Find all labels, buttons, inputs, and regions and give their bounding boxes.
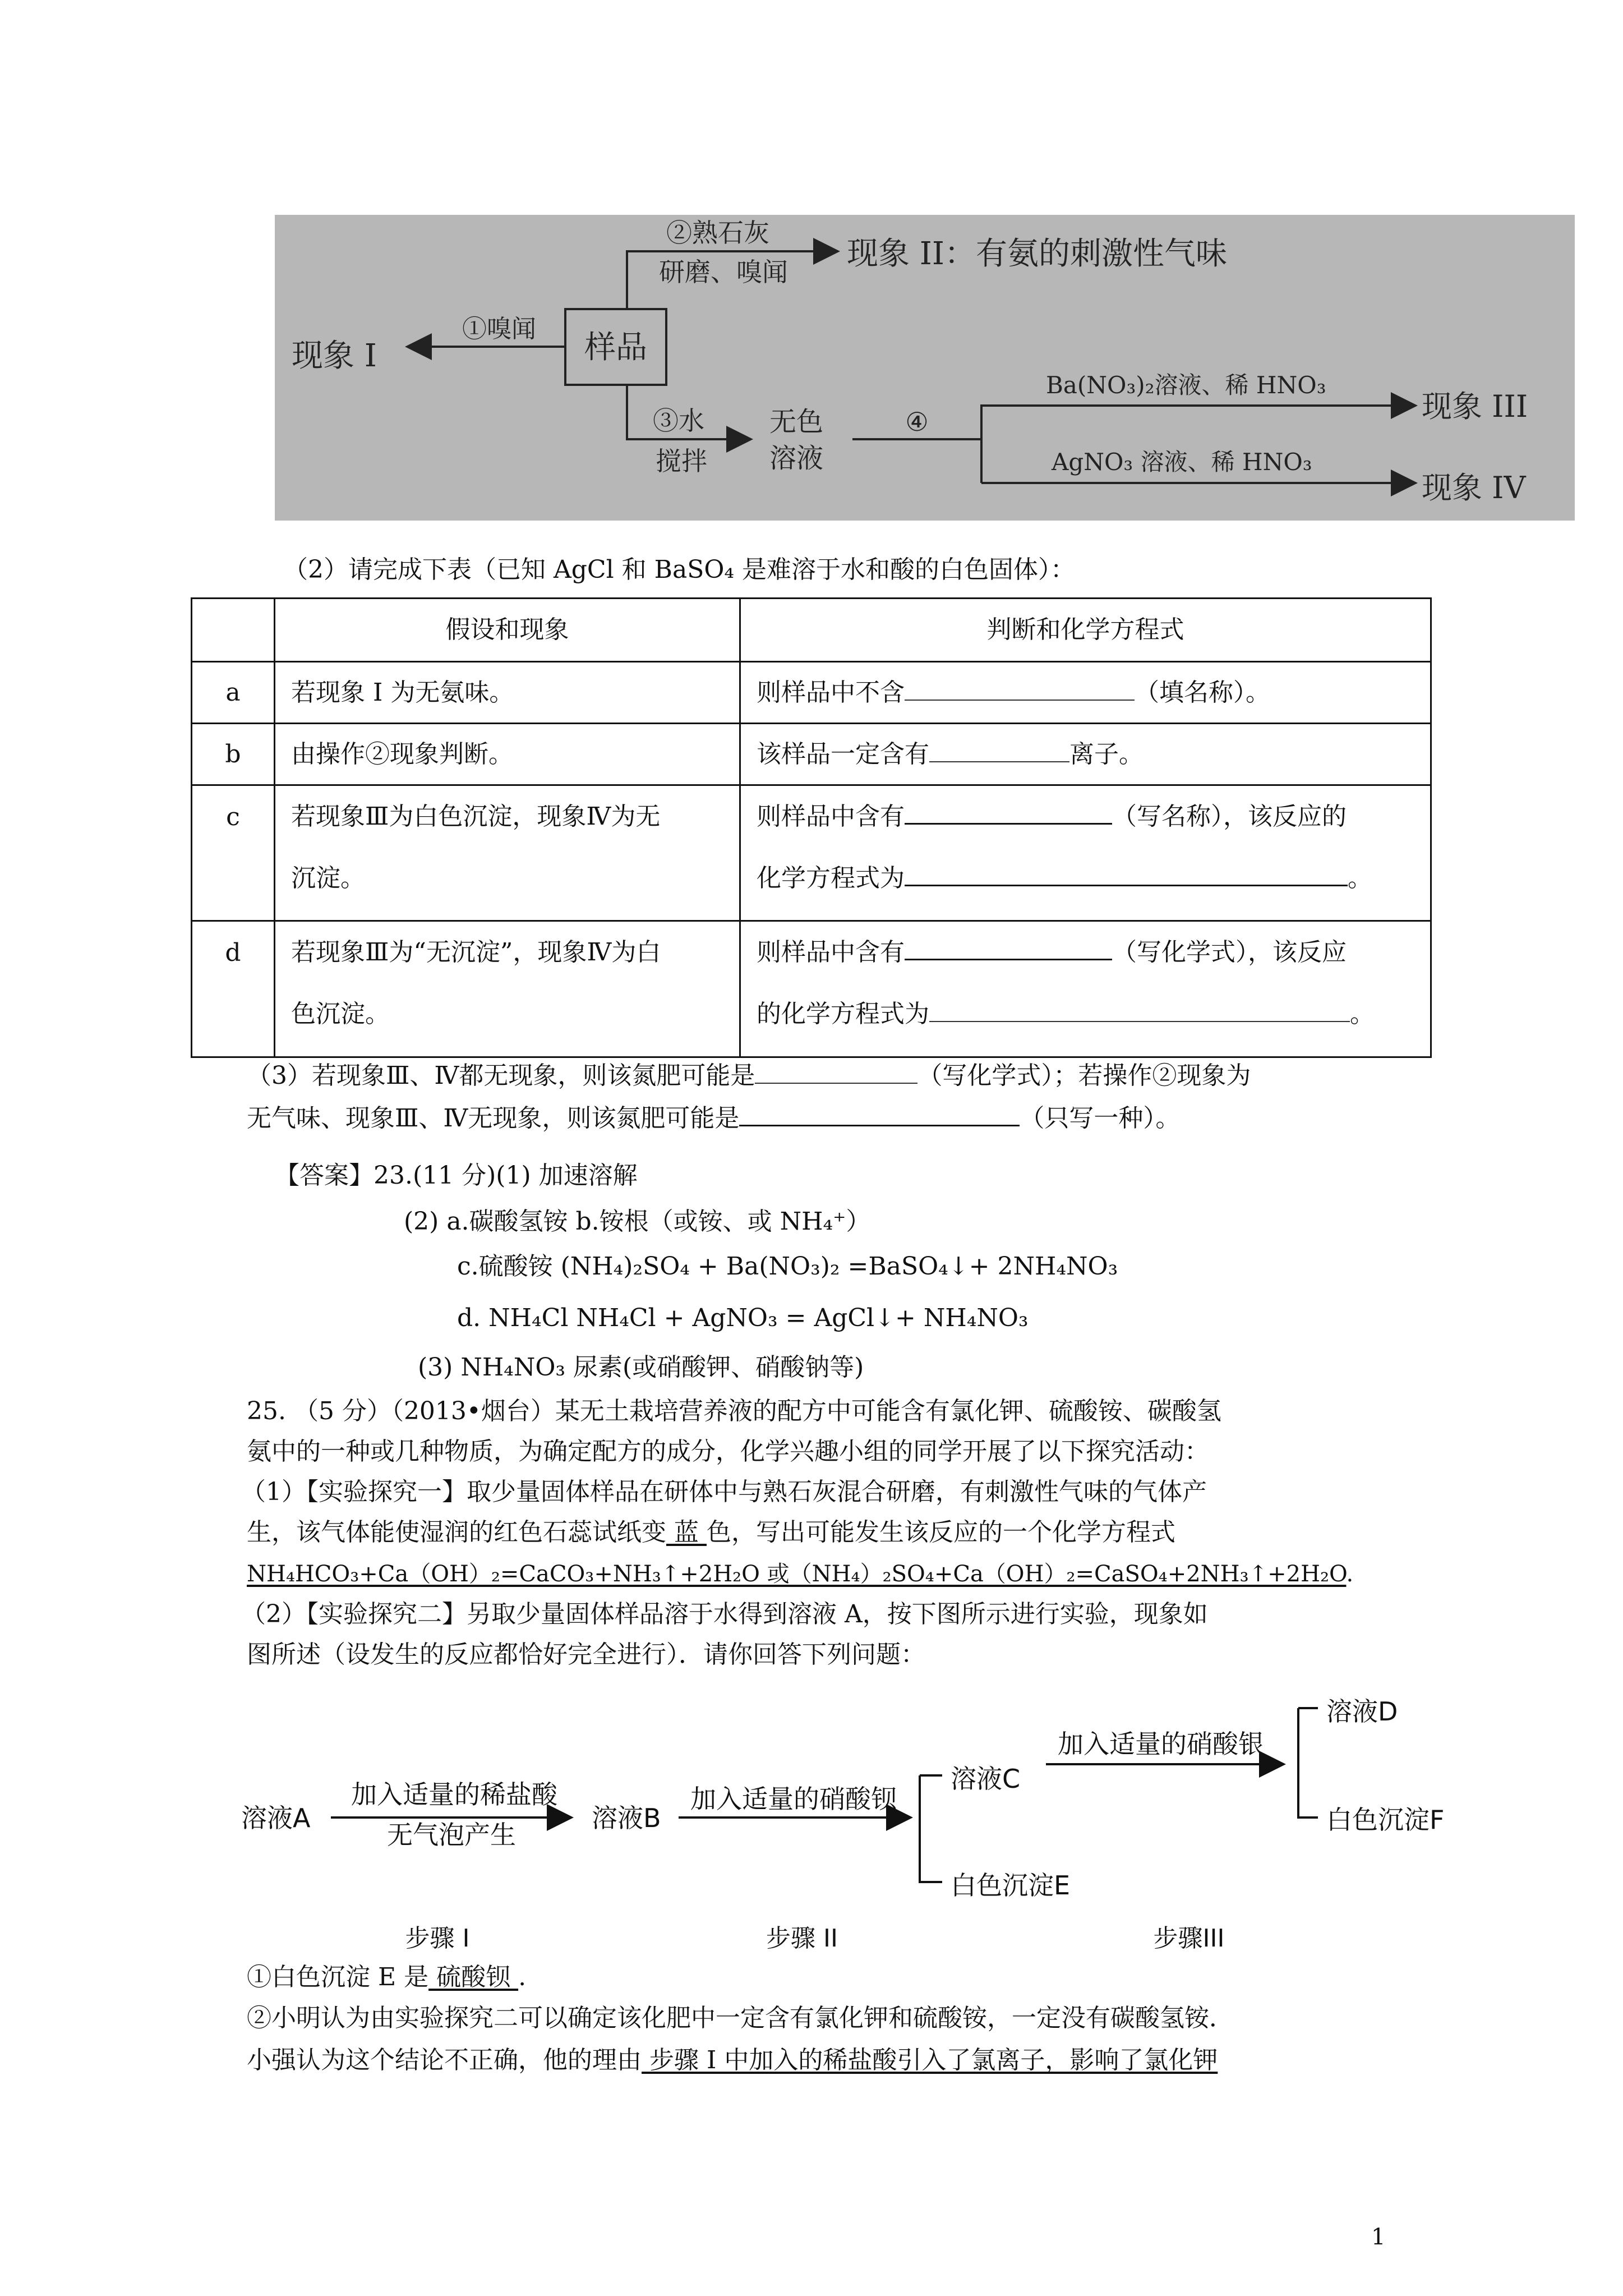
question25-sub2-cont — [247, 2045, 1218, 2076]
step2-top: ②熟石灰 — [666, 218, 769, 248]
hypothesis-cell: 若现象 I 为无氨味。 — [275, 662, 740, 724]
hypothesis-text: 色沉淀。 — [291, 1000, 390, 1028]
answer-line: d. NH₄Cl NH₄Cl + AgNO₃ = AgCl↓+ NH₄NO₃ — [457, 1304, 1029, 1332]
hypothesis-text: 若现象Ⅲ为“无沉淀”，现象Ⅳ为白 — [291, 938, 661, 967]
hypothesis-cell: 由操作②现象判断。 — [275, 724, 740, 785]
phenomenon4-label: 现象 IV — [1422, 470, 1526, 505]
row-label: d — [192, 921, 275, 1057]
hypothesis-text: 若现象Ⅲ为白色沉淀，现象Ⅳ为无 — [291, 802, 661, 831]
answer-blank[interactable] — [905, 936, 1112, 960]
solution-bottom: 溶液 — [769, 443, 824, 474]
question-text: . — [1346, 1561, 1354, 1587]
answer-filled: 蓝 — [666, 1518, 707, 1547]
question25-line — [247, 1517, 1175, 1548]
solution-d-label: 溶液D — [1326, 1696, 1398, 1727]
answer-blank[interactable] — [905, 800, 1112, 825]
step2-caption: 步骤 II — [766, 1924, 838, 1953]
answer-blank[interactable] — [929, 999, 1350, 1022]
judgement-cell — [740, 785, 1431, 921]
branch-line-2 — [920, 1775, 942, 1882]
question-text: 无气味、现象Ⅲ、Ⅳ无现象，则该氮肥可能是 — [247, 1104, 740, 1133]
sample-label: 样品 — [584, 329, 647, 366]
question25-sub1 — [247, 1962, 526, 1993]
answer-blank[interactable] — [905, 862, 1348, 886]
judgement-text: 该样品一定含有 — [757, 739, 929, 769]
arrow2-top-label: 加入适量的硝酸钡 — [690, 1784, 897, 1814]
answer-filled: 硫酸钡 — [428, 1963, 519, 1991]
table-row — [192, 724, 1431, 785]
step1-label: ①嗅闻 — [462, 315, 536, 343]
experiment-photo-diagram — [275, 215, 1575, 521]
question-text: 小强认为这个结论不正确，他的理由 — [247, 2046, 642, 2074]
judgement-text: 化学方程式为 — [757, 864, 905, 892]
answer-filled: 步骤 I 中加入的稀盐酸引入了氯离子，影响了氯化钾 — [642, 2046, 1218, 2074]
answer-blank[interactable] — [929, 739, 1069, 762]
hypothesis-table — [191, 597, 1432, 1056]
question25-line: （1）【实验探究一】取少量固体样品在研体中与熟石灰混合研磨，有刺激性气味的气体产 — [241, 1478, 1207, 1506]
hypothesis-cell — [275, 785, 740, 921]
row-label: a — [192, 662, 275, 724]
judgement-text: 的化学方程式为 — [757, 1000, 929, 1028]
judgement-text: 。 — [1350, 1000, 1375, 1028]
answer-blank[interactable] — [905, 677, 1135, 701]
phenomenon3-label: 现象 III — [1422, 389, 1528, 424]
question25-line: 图所述（设发生的反应都恰好完全进行）．请你回答下列问题： — [247, 1640, 925, 1669]
solution-b-label: 溶液B — [592, 1803, 661, 1833]
judgement-cell — [740, 662, 1431, 724]
step4-label: ④ — [905, 407, 929, 437]
answer-blank[interactable] — [739, 1102, 1020, 1126]
solution-c-label: 溶液C — [951, 1764, 1021, 1794]
answer-heading: 【答案】23.(11 分)(1) 加速溶解 — [275, 1161, 638, 1190]
question25-equation — [247, 1558, 1353, 1590]
question3-line2 — [247, 1102, 1180, 1134]
judgement-text: 离子。 — [1069, 739, 1144, 769]
precipitate-e-label: 白色沉淀E — [951, 1870, 1071, 1901]
precipitate-f-label: 白色沉淀F — [1326, 1805, 1445, 1835]
judgement-cell — [740, 724, 1431, 785]
table-header-row — [192, 599, 1431, 662]
reagent4-label: AgNO₃ 溶液、稀 HNO₃ — [1052, 448, 1312, 476]
judgement-text: （写名称），该反应的 — [1112, 802, 1347, 831]
step3-top: ③水 — [653, 406, 704, 436]
question2-intro: （2）请完成下表（已知 AgCl 和 BaSO₄ 是难溶于水和酸的白色固体）： — [283, 555, 1076, 584]
judgement-text: （写化学式），该反应 — [1112, 938, 1347, 967]
experiment-flow-diagram — [241, 1691, 1503, 1955]
table-row — [192, 921, 1431, 1057]
phenomenon2-label: 现象 II：有氨的刺激性气味 — [847, 236, 1228, 272]
answer-filled: NH₄HCO₃+Ca（OH）₂=CaCO₃+NH₃↑+2H₂O 或（NH₄）₂SO₄+Ca（OH）₂=CaSO₄+2NH₃↑+2H₂O — [247, 1561, 1347, 1587]
table-header: 判断和化学方程式 — [740, 599, 1431, 662]
reagent3-label: Ba(NO₃)₂溶液、稀 HNO₃ — [1046, 371, 1326, 399]
hypothesis-text: 沉淀。 — [291, 864, 365, 892]
judgement-cell — [740, 921, 1431, 1057]
question-text: （只写一种）。 — [1020, 1104, 1181, 1133]
judgement-text: （填名称）。 — [1135, 678, 1270, 707]
row-label: b — [192, 724, 275, 785]
question25-line: 氨中的一种或几种物质，为确定配方的成分，化学兴趣小组的同学开展了以下探究活动： — [247, 1437, 1209, 1466]
judgement-text: 。 — [1348, 864, 1372, 892]
arrow1-bottom-label: 无气泡产生 — [387, 1820, 516, 1850]
question-text: 生，该气体能使湿润的红色石蕊试纸变 — [247, 1518, 666, 1547]
judgement-text: 则样品中含有 — [757, 802, 905, 831]
branch-line-3 — [1298, 1708, 1318, 1818]
page-number: 1 — [1371, 2224, 1386, 2250]
answer-line: (3) NH₄NO₃ 尿素(或硝酸钾、硝酸钠等) — [418, 1353, 864, 1382]
question25-line: 25. （5 分）（2013•烟台）某无土栽培营养液的配方中可能含有氯化钾、硫酸铵、碳酸氢 — [247, 1397, 1221, 1425]
question25-sub2: ②小明认为由实验探究二可以确定该化肥中一定含有氯化钾和硫酸铵，一定没有碳酸氢铵． — [247, 2004, 1234, 2032]
table-header — [192, 599, 275, 662]
table-row — [192, 662, 1431, 724]
solution-a-label: 溶液A — [241, 1803, 311, 1833]
judgement-text: 则样品中不含 — [757, 678, 905, 707]
phenomenon1-label: 现象 I — [292, 338, 377, 374]
row-label: c — [192, 785, 275, 921]
judgement-text: 则样品中含有 — [757, 938, 905, 967]
question-text: ①白色沉淀 E 是 — [247, 1963, 429, 1991]
question25-line: （2）【实验探究二】另取少量固体样品溶于水得到溶液 A，按下图所示进行实验，现象如 — [241, 1600, 1208, 1628]
answer-line: (2) a.碳酸氢铵 b.铵根（或铵、或 NH₄⁺） — [404, 1207, 871, 1236]
step1-caption: 步骤 I — [405, 1924, 470, 1953]
arrow3-top-label: 加入适量的硝酸银 — [1058, 1729, 1264, 1759]
question-text: （3）若现象Ⅲ、Ⅳ都无现象，则该氮肥可能是 — [247, 1061, 755, 1090]
question-text: （写化学式）；若操作②现象为 — [917, 1061, 1251, 1090]
solution-top: 无色 — [769, 406, 824, 438]
answer-line: c.硫酸铵 (NH₄)₂SO₄ + Ba(NO₃)₂ =BaSO₄↓+ 2NH₄NO₃ — [457, 1252, 1118, 1281]
question-text: . — [518, 1963, 527, 1991]
question-text: 色，写出可能发生该反应的一个化学方程式 — [706, 1518, 1175, 1547]
step2-bottom: 研磨、嗅闻 — [659, 257, 788, 287]
table-row — [192, 785, 1431, 921]
hypothesis-cell — [275, 921, 740, 1057]
question3-line1 — [247, 1060, 1251, 1092]
arrow1-top-label: 加入适量的稀盐酸 — [351, 1779, 557, 1810]
step3-bottom: 搅拌 — [656, 446, 707, 476]
step3-caption: 步骤III — [1153, 1924, 1225, 1953]
table-header: 假设和现象 — [275, 599, 740, 662]
answer-blank[interactable] — [755, 1060, 917, 1084]
